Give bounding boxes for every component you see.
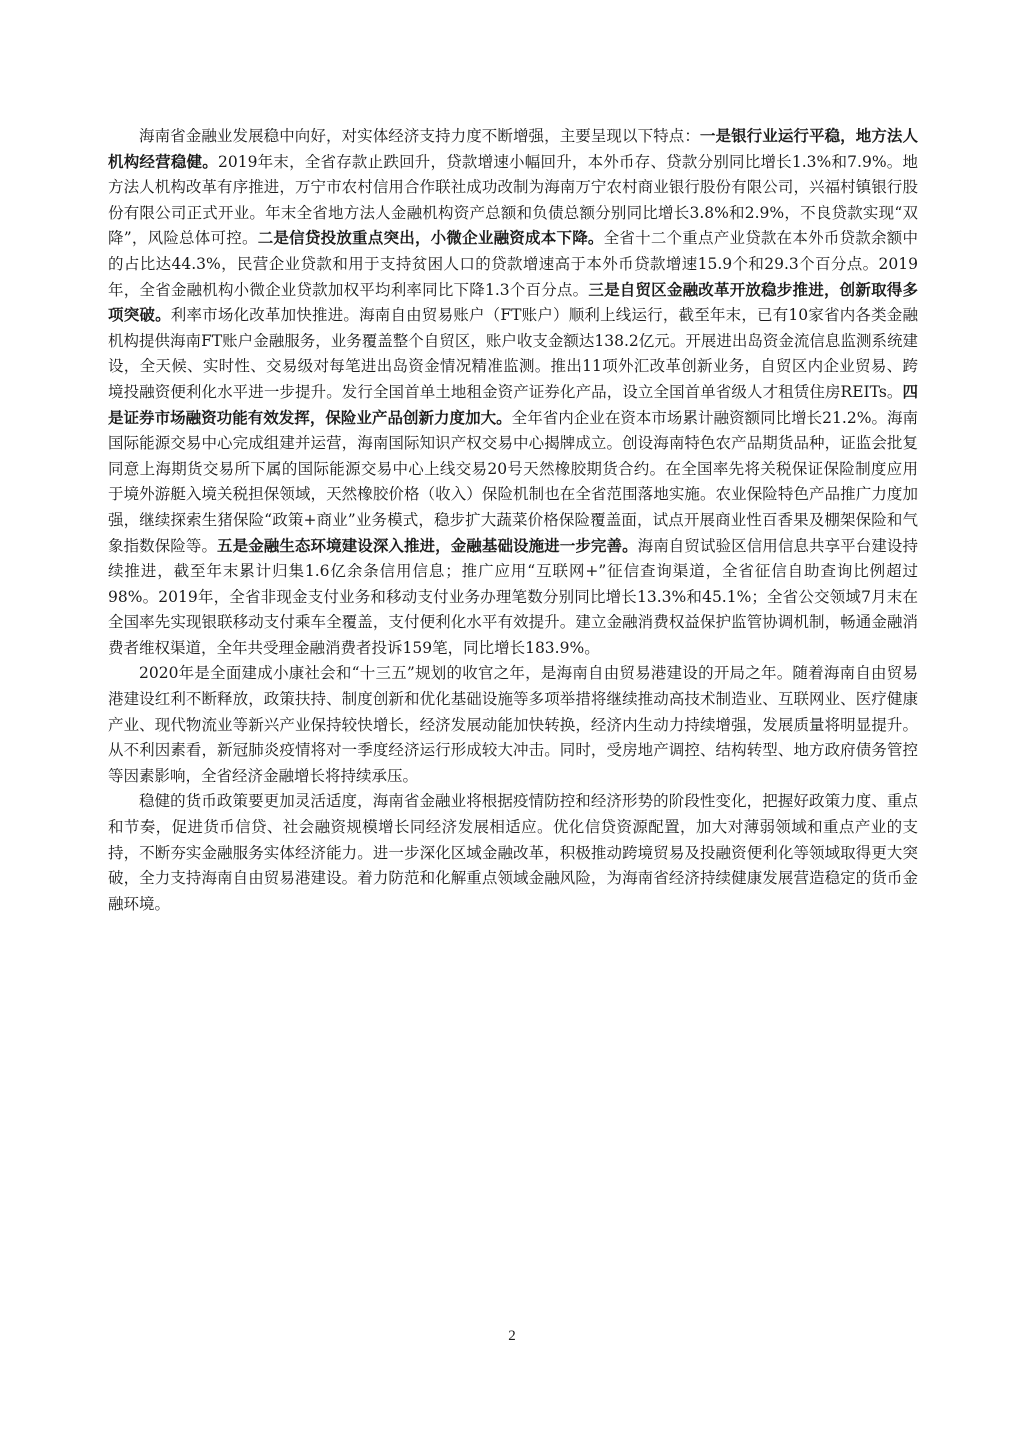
ftz-reform-text: 利率市场化改革加快推进。海南自由贸易账户（FT账户）顺利上线运行，截至年末，已有10家省内各类金融机构提供海南FT账户金融服务，业务覆盖整个自贸区，账户收支金额达138.2亿元。开展进出岛资金流信息监测系统建设，全天候、实时性、交易级对每笔进出岛资金情况精准监测。推出11项外汇改革创新业务，自贸区内企业贸易、跨境投融资便利化水平进一步提升。发行全国首单土地租金资产证券化产品，设立全国首单省级人才租赁住房REITs。 xyxy=(108,306,918,401)
paragraph-outlook xyxy=(108,661,918,789)
page-number: 2 xyxy=(508,1328,516,1344)
highlight-banking: 一是银行业运行平稳，地方法人机构经营稳健。 xyxy=(108,127,918,171)
highlight-financial-ecosystem: 五是金融生态环境建设深入推进，金融基础设施进一步完善。 xyxy=(217,536,638,555)
securities-insurance-text: 全年省内企业在资本市场累计融资额同比增长21.2%。海南国际能源交易中心完成组建并运营，海南国际知识产权交易中心揭牌成立。创设海南特色农产品期货品种，证监会批复同意上海期货交易所下属的国际能源交易中心上线交易20号天然橡胶期货合约。在全国率先将关税保证保险制度应用于境外游艇入境关税担保领域，天然橡胶价格（收入）保险机制也在全省范围落地实施。农业保险特色产品推广力度加强，继续探索生猪保险“政策+商业”业务模式，稳步扩大蔬菜价格保险覆盖面，试点开展商业性百香果及棚架保险和气象指数保险等。 xyxy=(108,408,918,555)
highlight-securities-insurance: 四是证券市场融资功能有效发挥，保险业产品创新力度加大。 xyxy=(108,382,918,427)
highlight-credit: 二是信贷投放重点突出，小微企业融资成本下降。 xyxy=(257,229,604,248)
outlook-text: 2020年是全面建成小康社会和“十三五”规划的收官之年，是海南自由贸易港建设的开局之年。随着海南自由贸易港建设红利不断释放，政策扶持、制度创新和优化基础设施等多项举措将继续推动高技术制造业、互联网业、医疗健康产业、现代物流业等新兴产业保持较快增长，经济发展动能加快转换，经济内生动力持续增强，发展质量将明显提升。从不利因素看，新冠肺炎疫情将对一季度经济运行形成较大冲击。同时，受房地产调控、结构转型、地方政府债务管控等因素影响，全省经济金融增长将持续承压。 xyxy=(108,664,918,785)
banking-text: 2019年末，全省存款止跌回升，贷款增速小幅回升，本外币存、贷款分别同比增长1.3%和7.9%。地方法人机构改革有序推进，万宁市农村信用合作联社成功改制为海南万宁农村商业银行股份有限公司，兴福村镇银行股份有限公司正式开业。年末全省地方法人金融机构资产总额和负债总额分别同比增长3.8%和2.9%，不良贷款实现“双降”，风险总体可控。 xyxy=(108,152,918,248)
credit-text: 全省十二个重点产业贷款在本外币贷款余额中的占比达44.3%，民营企业贷款和用于支持贫困人口的贷款增速高于本外币贷款增速15.9个和29.3个百分点。2019年，全省金融机构小微企业贷款加权平均利率同比下降1.3个百分点。 xyxy=(108,229,918,299)
paragraph-summary xyxy=(108,124,918,661)
intro-text: 海南省金融业发展稳中向好，对实体经济支持力度不断增强，主要呈现以下特点： xyxy=(139,127,700,145)
document-body xyxy=(108,124,918,917)
policy-text: 稳健的货币政策要更加灵活适度，海南省金融业将根据疫情防控和经济形势的阶段性变化，把握好政策力度、重点和节奏，促进货币信贷、社会融资规模增长同经济发展相适应。优化信贷资源配置，加大对薄弱领域和重点产业的支持，不断夯实金融服务实体经济能力。进一步深化区域金融改革，积极推动跨境贸易及投融资便利化等领域取得更大突破，全力支持海南自由贸易港建设。着力防范和化解重点领域金融风险，为海南省经济持续健康发展营造稳定的货币金融环境。 xyxy=(108,792,918,913)
paragraph-policy xyxy=(108,789,918,917)
highlight-ftz-reform: 三是自贸区金融改革开放稳步推进，创新取得多项突破。 xyxy=(108,280,918,325)
financial-ecosystem-text: 海南自贸试验区信用信息共享平台建设持续推进，截至年末累计归集1.6亿余条信用信息；推广应用“互联网+”征信查询渠道，全省征信自助查询比例超过98%。2019年，全省非现金支付业务和移动支付业务办理笔数分别同比增长13.3%和45.1%；全省公交领域7月末在全国率先实现银联移动支付乘车全覆盖，支付便利化水平有效提升。建立金融消费权益保护监管协调机制，畅通金融消费者维权渠道，全年共受理金融消费者投诉159笔，同比增长183.9%。 xyxy=(108,536,918,657)
